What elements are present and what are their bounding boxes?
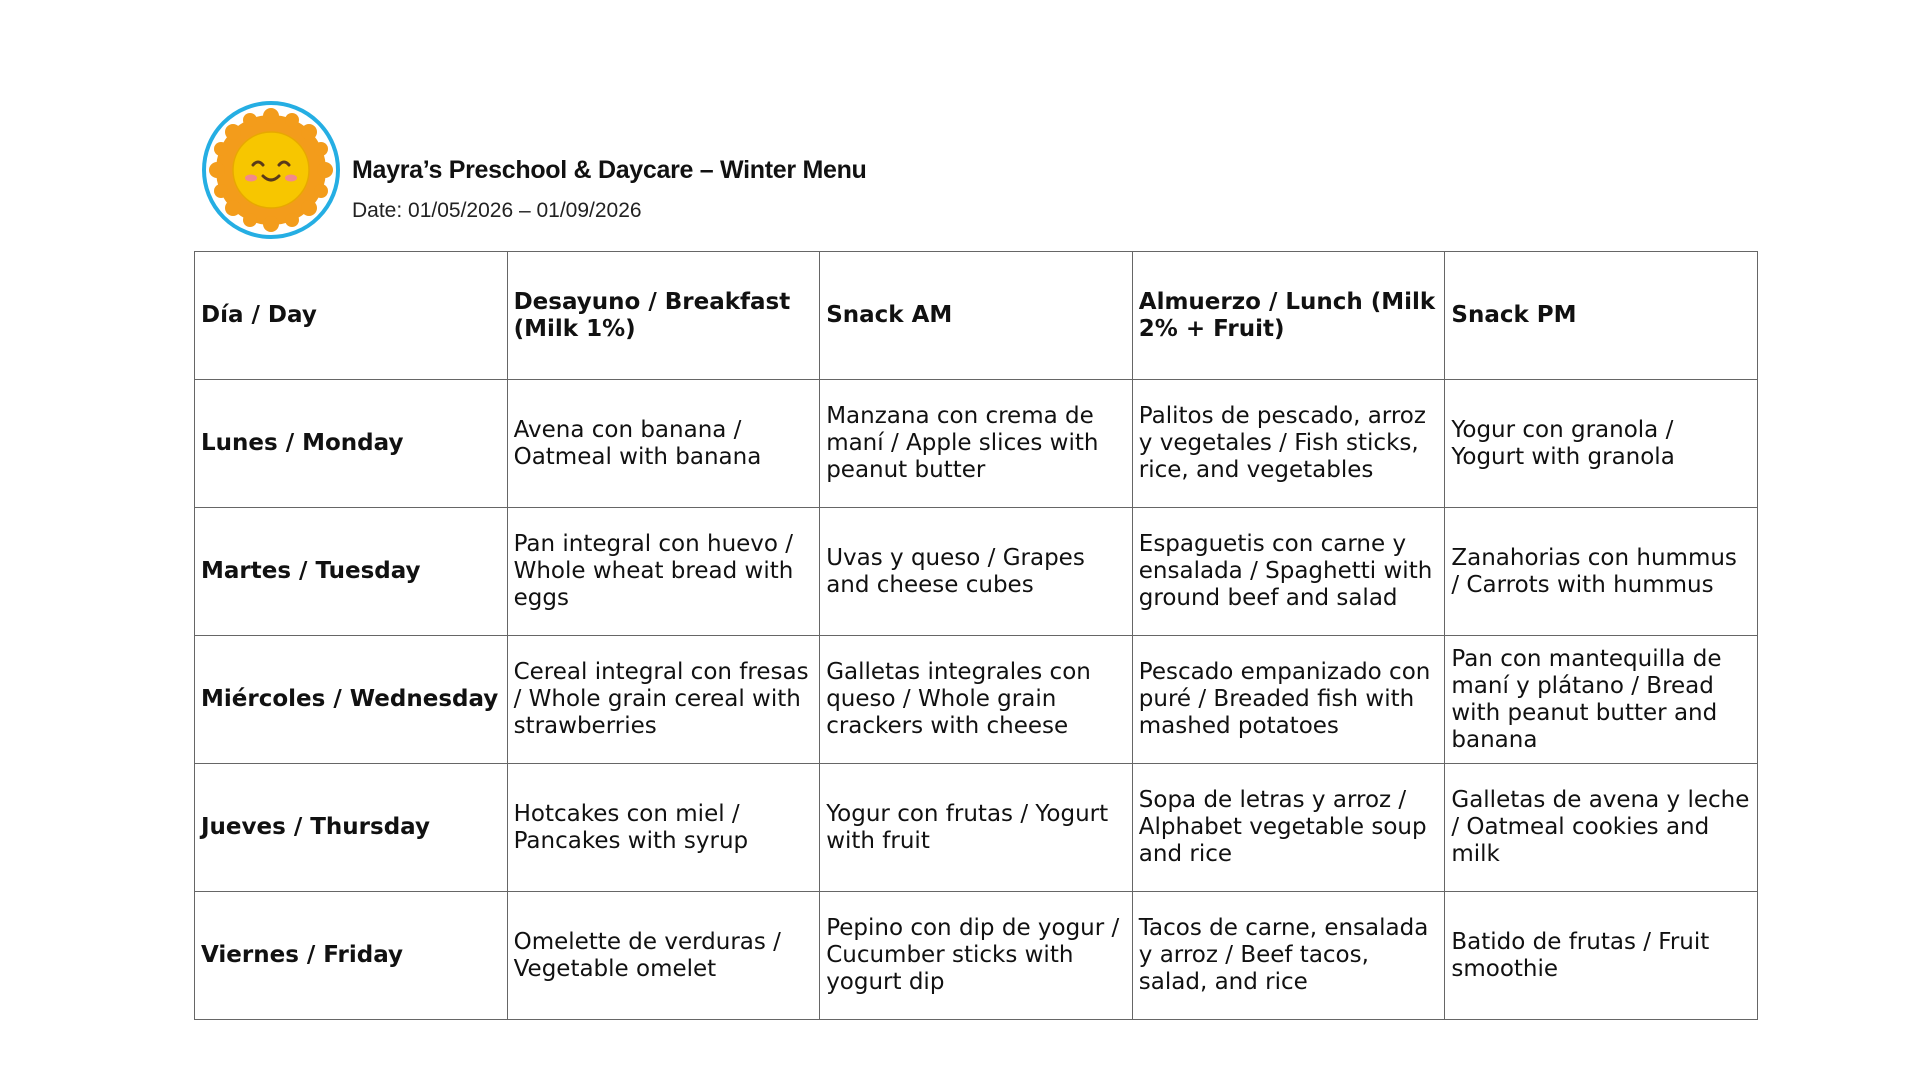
lunch-cell: Pescado empanizado con puré / Breaded fish with mashed potatoes	[1132, 636, 1445, 764]
breakfast-cell: Cereal integral con fresas / Whole grain cereal with strawberries	[507, 636, 820, 764]
day-cell: Lunes / Monday	[195, 380, 508, 508]
snack-pm-cell: Pan con mantequilla de maní y plátano / Bread with peanut butter and banana	[1445, 636, 1758, 764]
table-row	[195, 508, 1758, 636]
column-header-breakfast: Desayuno / Breakfast (Milk 1%)	[507, 252, 820, 380]
lunch-cell: Espaguetis con carne y ensalada / Spaghetti with ground beef and salad	[1132, 508, 1445, 636]
snack-am-cell: Uvas y queso / Grapes and cheese cubes	[820, 508, 1133, 636]
menu-date-range: Date: 01/05/2026 – 01/09/2026	[352, 199, 642, 222]
day-cell: Martes / Tuesday	[195, 508, 508, 636]
smiling-sun-icon	[206, 105, 336, 235]
lunch-cell: Sopa de letras y arroz / Alphabet vegetable soup and rice	[1132, 764, 1445, 892]
weekly-menu-table	[194, 251, 1758, 1020]
breakfast-cell: Avena con banana / Oatmeal with banana	[507, 380, 820, 508]
table-row	[195, 892, 1758, 1020]
snack-pm-cell: Yogur con granola / Yogurt with granola	[1445, 380, 1758, 508]
snack-pm-cell: Zanahorias con hummus / Carrots with hummus	[1445, 508, 1758, 636]
snack-am-cell: Yogur con frutas / Yogurt with fruit	[820, 764, 1133, 892]
column-header-day: Día / Day	[195, 252, 508, 380]
table-row	[195, 764, 1758, 892]
day-cell: Viernes / Friday	[195, 892, 508, 1020]
column-header-snack-pm: Snack PM	[1445, 252, 1758, 380]
snack-am-cell: Pepino con dip de yogur / Cucumber sticks with yogurt dip	[820, 892, 1133, 1020]
snack-pm-cell: Galletas de avena y leche / Oatmeal cookies and milk	[1445, 764, 1758, 892]
column-header-snack-am: Snack AM	[820, 252, 1133, 380]
menu-title: Mayra’s Preschool & Daycare – Winter Menu	[352, 156, 867, 184]
snack-pm-cell: Batido de frutas / Fruit smoothie	[1445, 892, 1758, 1020]
snack-am-cell: Manzana con crema de maní / Apple slices with peanut butter	[820, 380, 1133, 508]
table-row	[195, 636, 1758, 764]
table-row	[195, 380, 1758, 508]
breakfast-cell: Omelette de verduras / Vegetable omelet	[507, 892, 820, 1020]
lunch-cell: Tacos de carne, ensalada y arroz / Beef tacos, salad, and rice	[1132, 892, 1445, 1020]
lunch-cell: Palitos de pescado, arroz y vegetales / Fish sticks, rice, and vegetables	[1132, 380, 1445, 508]
logo-badge	[202, 101, 340, 239]
snack-am-cell: Galletas integrales con queso / Whole grain crackers with cheese	[820, 636, 1133, 764]
day-cell: Jueves / Thursday	[195, 764, 508, 892]
breakfast-cell: Pan integral con huevo / Whole wheat bread with eggs	[507, 508, 820, 636]
table-header-row	[195, 252, 1758, 380]
day-cell: Miércoles / Wednesday	[195, 636, 508, 764]
column-header-lunch: Almuerzo / Lunch (Milk 2% + Fruit)	[1132, 252, 1445, 380]
breakfast-cell: Hotcakes con miel / Pancakes with syrup	[507, 764, 820, 892]
